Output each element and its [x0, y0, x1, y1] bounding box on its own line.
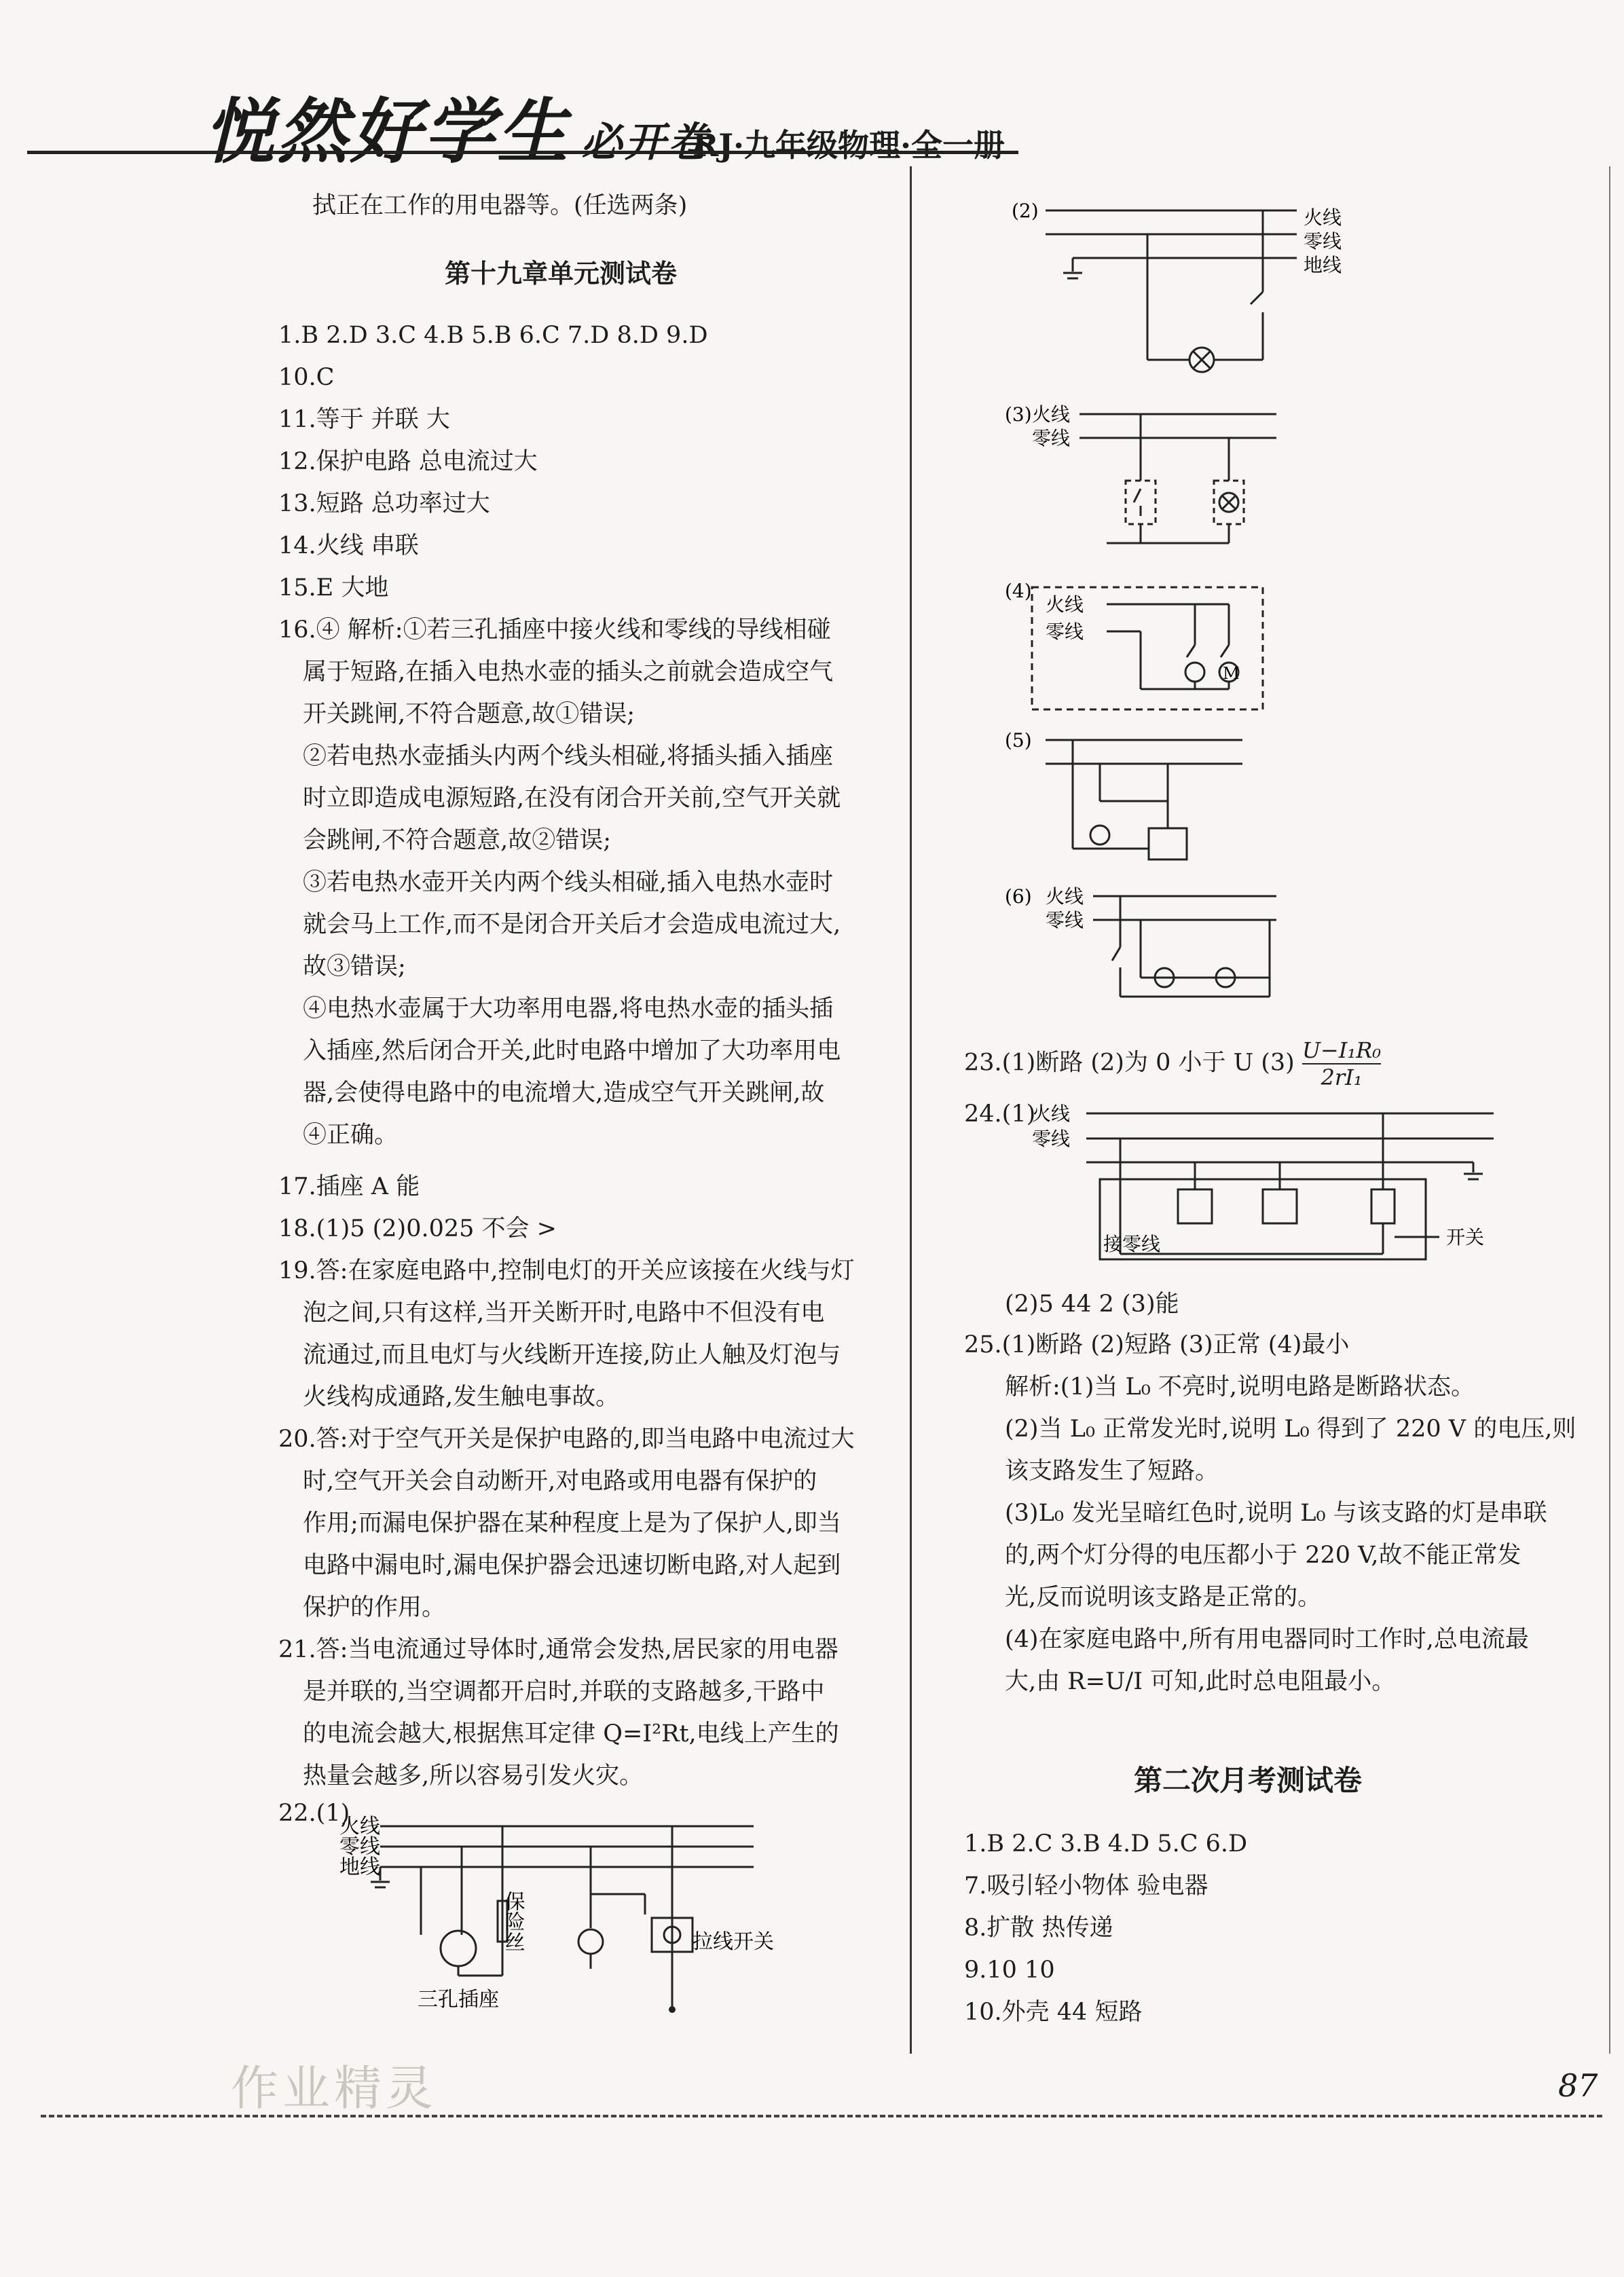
footer-rule	[41, 2115, 1602, 2117]
answer-1-9: 1.B 2.D 3.C 4.B 5.B 6.C 7.D 8.D 9.D	[278, 322, 708, 349]
s2-answer-9: 9.10 10	[964, 1957, 1055, 1984]
answer-24-label: 24.(1)	[964, 1100, 1036, 1128]
answer-14: 14.火线 串联	[278, 532, 419, 559]
intro-line: 拭正在工作的用电器等。(任选两条)	[312, 192, 688, 219]
q23-fraction-denominator: 2rI₁	[1321, 1065, 1363, 1090]
q22-socket-label: 三孔插座	[418, 1988, 499, 2012]
d6-wire-live: 火线	[1046, 885, 1084, 908]
page-edge	[1609, 166, 1610, 2054]
q24-wire-live: 火线	[1032, 1103, 1071, 1125]
d3-wire-live: 火线	[1032, 403, 1071, 426]
answer-22-label: 22.(1)	[278, 1800, 350, 1827]
q24-switch-label: 开关	[1446, 1226, 1485, 1248]
q24-neutral-label: 接零线	[1103, 1233, 1161, 1255]
answer-25: 25.(1)断路 (2)短路 (3)正常 (4)最小 解析:(1)当 L₀ 不亮时,说明电路是断路状态。 (2)当 L₀ 正常发光时,说明 L₀ 得到了 220 V 的电压,则 该支路发生了短路。 (3)L₀ 发光呈暗红色时,说明 L₀ 与该支路的灯是串联 的,两个灯分得的电压都小于 220 V,故不能正常发 光,反而说明该支路是正常的。 (4)在家庭电路中,所有用电器同时工作时,总电流最 大,由 R=U/I 可知,此时总电阻最小。	[964, 1331, 1576, 1695]
d2-wire-neutral: 零线	[1304, 230, 1342, 253]
s2-answer-1-6: 1.B 2.C 3.B 4.D 5.C 6.D	[964, 1830, 1248, 1857]
d5-label: (5)	[1005, 729, 1032, 752]
d2-circuit-diagram	[1012, 197, 1392, 380]
d5-circuit-diagram	[1005, 726, 1276, 876]
brand-title: 悦然好学生 必开卷	[204, 90, 712, 173]
d2-wire-live: 火线	[1304, 206, 1342, 229]
q22-circuit-diagram	[326, 1806, 774, 2030]
s2-answer-8: 8.扩散 热传递	[964, 1914, 1113, 1942]
q22-wire-neutral: 零线	[339, 1835, 380, 1859]
answer-11: 11.等于 并联 大	[278, 406, 450, 433]
d6-wire-neutral: 零线	[1046, 909, 1084, 931]
q22-wire-live: 火线	[339, 1815, 380, 1838]
answer-17: 17.插座 A 能	[278, 1173, 420, 1200]
d4-circuit-diagram	[1005, 577, 1276, 713]
answer-21: 21.答:当电流通过导体时,通常会发热,居民家的用电器 是并联的,当空调都开启时,并联的支路越多,干路中 的电流会越大,根据焦耳定律 Q=I²Rt,电线上产生的 热量会越多,所以容易引发火灾。	[278, 1636, 839, 1790]
d3-label: (3)	[1005, 403, 1032, 426]
answer-24-b: (2)5 44 2 (3)能	[1005, 1291, 1179, 1318]
column-divider	[910, 166, 912, 2054]
d2-wire-earth: 地线	[1304, 254, 1342, 276]
answer-19: 19.答:在家庭电路中,控制电灯的开关应该接在火线与灯 泡之间,只有这样,当开关断开时,电路中不但没有电 流通过,而且电灯与火线断开连接,防止人触及灯泡与 火线构成通路,发生触电事故。	[278, 1257, 855, 1411]
header-rule	[27, 151, 1018, 154]
section2-title: 第二次月考测试卷	[1134, 1764, 1363, 1797]
answer-16: 16.④ 解析:①若三孔插座中接火线和零线的导线相碰 属于短路,在插入电热水壶的插头之前就会造成空气 开关跳闸,不符合题意,故①错误; ②若电热水壶插头内两个线头相碰,将插头插入插座 时立即造成电源短路,在没有闭合开关前,空气开关就 会跳闸,不符合题意,故②错误; ③若电热水壶开关内两个线头相碰,插入电热水壶时 就会马上工作,而不是闭合开关后才会造成电流过大, 故③错误; ④电热水壶属于大功率用电器,将电热水壶的插头插 入插座,然后闭合开关,此时电路中增加了大功率用电 器,会使得电路中的电流增大,造成空气开关跳闸,故 ④正确。	[278, 616, 841, 1149]
q22-switch-label: 拉线开关	[693, 1930, 774, 1954]
d3-wire-neutral: 零线	[1032, 427, 1071, 449]
answer-13: 13.短路 总功率过大	[278, 490, 490, 517]
q24-circuit-diagram	[1005, 1101, 1575, 1271]
book-subtitle: RJ·九年级物理·全一册	[693, 127, 1005, 164]
d4-motor-symbol: M	[1223, 664, 1240, 683]
d6-circuit-diagram	[1005, 883, 1297, 1012]
d6-label: (6)	[1005, 885, 1032, 908]
answer-23: 23.(1)断路 (2)为 0 小于 U (3) $\frac{\text{U−I₁R₀}}{\text{2rI₁}}$	[964, 1037, 1382, 1090]
d4-label: (4)	[1005, 580, 1032, 602]
q23-fraction-numerator: U−I₁R₀	[1302, 1037, 1382, 1063]
answer-20: 20.答:对于空气开关是保护电路的,即当电路中电流过大 时,空气开关会自动断开,对电路或用电器有保护的 作用;而漏电保护器在某种程度上是为了保护人,即当 电路中漏电时,漏电保护器会迅速切断电路,对人起到 保护的作用。	[278, 1426, 855, 1621]
page-number: 87	[1558, 2067, 1598, 2104]
answer-10: 10.C	[278, 364, 335, 391]
s2-answer-10: 10.外壳 44 短路	[964, 1999, 1143, 2026]
d3-circuit-diagram	[1005, 401, 1317, 557]
chapter-title: 第十九章单元测试卷	[445, 258, 678, 289]
q24-wire-neutral: 零线	[1032, 1128, 1071, 1150]
q22-fuse-label: 保险丝	[500, 1891, 525, 1952]
d2-label: (2)	[1012, 200, 1039, 222]
answer-18: 18.(1)5 (2)0.025 不会 >	[278, 1215, 557, 1242]
d4-wire-neutral: 零线	[1046, 621, 1084, 643]
answer-15: 15.E 大地	[278, 574, 389, 601]
q22-wire-earth: 地线	[339, 1855, 380, 1879]
d4-wire-live: 火线	[1046, 593, 1084, 616]
s2-answer-7: 7.吸引轻小物体 验电器	[964, 1872, 1208, 1900]
watermark: 作业精灵	[231, 2060, 437, 2116]
answer-12: 12.保护电路 总电流过大	[278, 448, 538, 475]
